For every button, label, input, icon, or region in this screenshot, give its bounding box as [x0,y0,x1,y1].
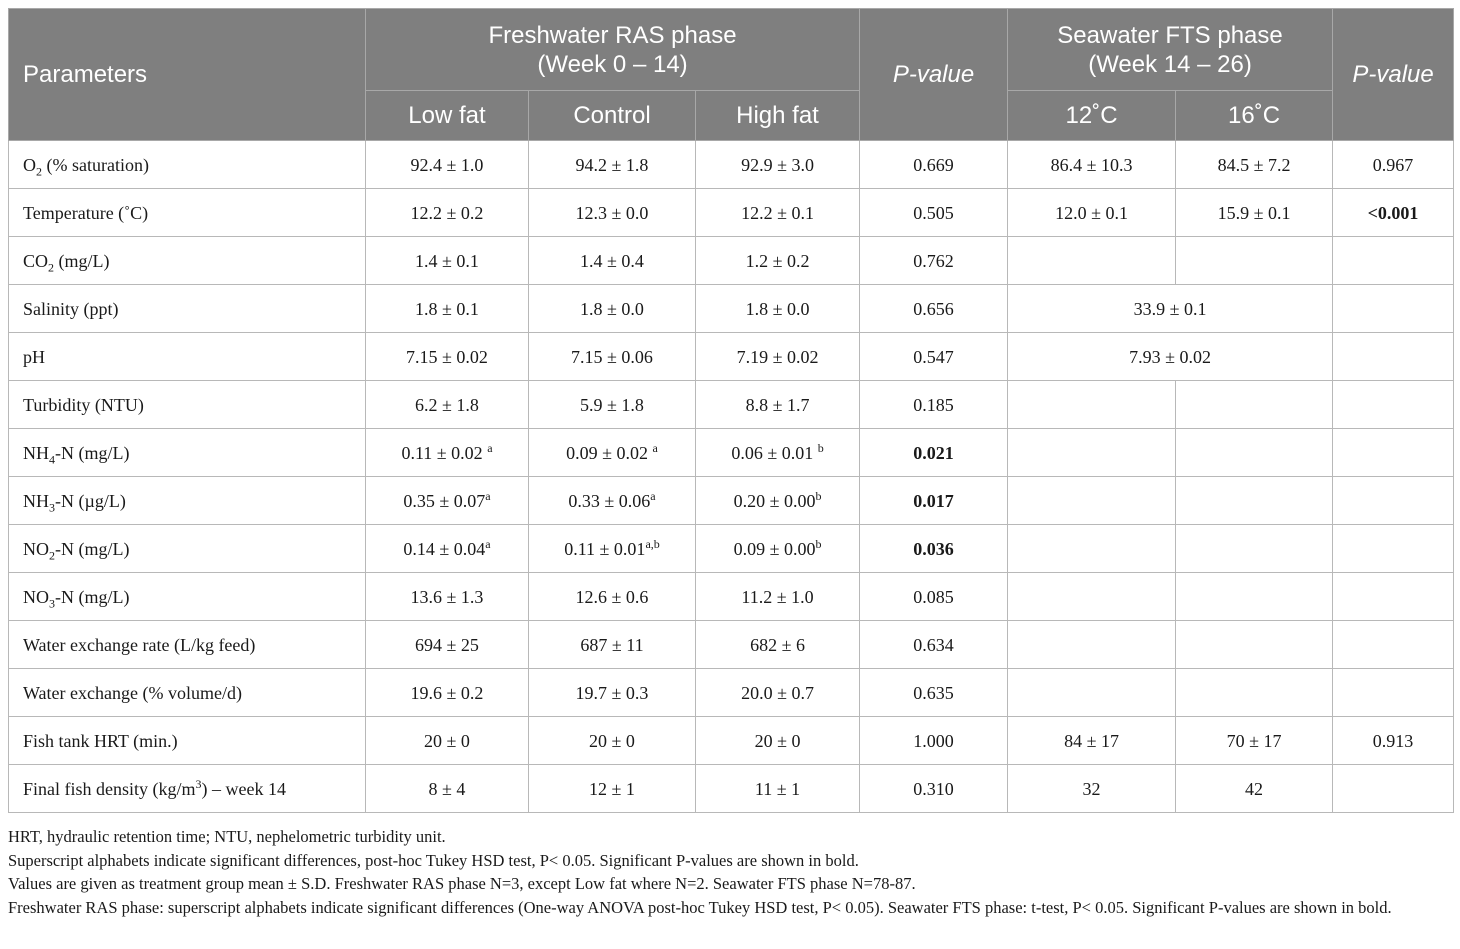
control-cell-superscript: a [650,488,656,503]
high-fat-cell [696,381,860,429]
parameter-label-suffix: -N (mg/L) [55,586,130,607]
p-value-freshwater-cell [860,381,1008,429]
control-cell [529,429,696,477]
control-cell [529,189,696,237]
p-value-freshwater-cell [860,717,1008,765]
low-fat-cell-value: 12.2 ± 0.2 [410,202,484,223]
table-container [8,8,1453,813]
p-value-freshwater-cell [860,765,1008,813]
table-row [9,669,1454,717]
low-fat-cell [366,429,529,477]
seawater-12c-cell [1008,669,1176,717]
parameter-label: CO [23,250,49,271]
high-fat-cell [696,717,860,765]
seawater-12c-cell [1008,621,1176,669]
low-fat-cell-superscript: a [487,440,493,455]
low-fat-cell [366,525,529,573]
control-cell [529,525,696,573]
parameter-cell [9,621,366,669]
control-cell [529,285,696,333]
seawater-12c-cell [1008,429,1176,477]
p-value-freshwater-cell [860,237,1008,285]
parameter-label: Salinity (ppt) [23,298,119,319]
control-cell [529,717,696,765]
parameter-label: Water exchange (% volume/d) [23,682,242,703]
control-cell-value: 0.09 ± 0.02 [566,442,653,463]
header-p-value-seawater: P-value [1333,9,1454,141]
seawater-12c-cell [1008,573,1176,621]
header-seawater-phase [1008,9,1333,91]
control-cell [529,765,696,813]
parameter-label: NH [23,442,49,463]
p-value-freshwater-cell [860,285,1008,333]
high-fat-cell-value: 20.0 ± 0.7 [741,682,814,703]
high-fat-cell-superscript: b [815,488,822,503]
seawater-16c-cell [1176,765,1333,813]
p-value: 0.669 [913,154,954,175]
table-footnotes [8,825,1453,919]
high-fat-cell [696,429,860,477]
p-value-seawater-cell [1333,285,1454,333]
p-value-seawater-cell [1333,189,1454,237]
low-fat-cell [366,573,529,621]
parameter-cell [9,525,366,573]
control-cell-value: 12 ± 1 [589,778,635,799]
parameter-label-suffix: -N (mg/L) [55,442,130,463]
seawater-12c-value: 12.0 ± 0.1 [1055,202,1128,223]
control-cell-value: 12.6 ± 0.6 [575,586,649,607]
header-12c: 12˚C [1008,91,1176,141]
seawater-16c-value: 15.9 ± 0.1 [1217,202,1291,223]
control-cell [529,333,696,381]
seawater-16c-cell [1176,669,1333,717]
p-value: 0.085 [913,586,954,607]
parameter-label: O [23,154,36,175]
p-value-seawater-cell [1333,429,1454,477]
footnote-3: Values are given as treatment group mean ± S.D. Freshwater RAS phase N=3, except Low fat where N=2. Seawater FTS phase N=78-87. [8,874,916,894]
p-value-seawater-cell [1333,237,1454,285]
parameter-cell [9,189,366,237]
parameter-cell [9,141,366,189]
control-cell-value: 687 ± 11 [580,634,644,655]
high-fat-cell-value: 11 ± 1 [754,778,801,799]
p-value-freshwater-cell [860,669,1008,717]
table-row [9,429,1454,477]
control-cell-value: 19.7 ± 0.3 [575,682,649,703]
seawater-12c-value: 84 ± 17 [1064,730,1119,751]
table-row [9,237,1454,285]
header-parameters: Parameters [9,9,366,141]
p-value: 0.505 [913,202,954,223]
table-row [9,525,1454,573]
control-cell-superscript: a [652,440,658,455]
low-fat-cell-value: 1.4 ± 0.1 [415,250,479,271]
low-fat-cell [366,765,529,813]
seawater-16c-cell [1176,141,1333,189]
seawater-16c-cell [1176,237,1333,285]
seawater-12c-cell [1008,525,1176,573]
control-cell-value: 7.15 ± 0.06 [571,346,653,367]
seawater-16c-value: 70 ± 17 [1226,730,1282,751]
p-value-freshwater-cell [860,189,1008,237]
low-fat-cell-superscript: a [485,488,491,503]
p-value: 0.547 [913,346,954,367]
parameter-subscript: 3 [49,596,55,611]
low-fat-cell-value: 7.15 ± 0.02 [406,346,488,367]
control-cell [529,381,696,429]
freshwater-phase-weeks: (Week 0 – 14) [537,50,688,78]
high-fat-cell [696,621,860,669]
low-fat-cell [366,333,529,381]
seawater-16c-value: 84.5 ± 7.2 [1217,154,1291,175]
parameter-label: Temperature (˚C) [23,202,149,223]
high-fat-cell-value: 12.2 ± 0.1 [741,202,814,223]
parameter-cell [9,669,366,717]
p-value: 0.762 [913,250,954,271]
control-cell-value: 0.33 ± 0.06 [568,490,651,511]
p-value: 1.000 [913,730,954,751]
high-fat-cell-value: 0.09 ± 0.00 [733,538,816,559]
table-row [9,717,1454,765]
table-row [9,765,1454,813]
parameter-subscript: 2 [36,164,42,179]
control-cell-value: 1.8 ± 0.0 [580,298,644,319]
high-fat-cell [696,765,860,813]
high-fat-cell [696,285,860,333]
high-fat-cell-superscript: b [817,440,824,455]
low-fat-cell-value: 13.6 ± 1.3 [410,586,484,607]
high-fat-cell [696,573,860,621]
control-cell [529,141,696,189]
table-row [9,477,1454,525]
header-p-value-freshwater: P-value [860,9,1008,141]
seawater-16c-cell [1176,477,1333,525]
parameter-label: pH [23,346,45,367]
p-value-seawater-cell [1333,669,1454,717]
footnote-4: Freshwater RAS phase: superscript alphabets indicate significant differences (One-way ANOVA post-hoc Tukey HSD test, P< 0.05). Seawater FTS phase: t-test, P< 0.05. Significant P-values are shown in bold. [8,897,1392,917]
low-fat-cell-value: 694 ± 25 [415,634,479,655]
parameter-cell [9,237,366,285]
p-value-significant: 0.017 [913,490,954,511]
parameter-cell [9,333,366,381]
parameter-label-suffix: ) – week 14 [201,778,286,799]
p-value: 0.635 [913,682,954,703]
high-fat-cell-value: 0.06 ± 0.01 [731,442,818,463]
high-fat-cell-value: 8.8 ± 1.7 [745,394,810,415]
header-high-fat: High fat [696,91,860,141]
high-fat-cell [696,333,860,381]
high-fat-cell [696,525,860,573]
p-value: 0.310 [913,778,954,799]
low-fat-cell [366,189,529,237]
seawater-phase-title: Seawater FTS phase [1057,21,1283,49]
high-fat-cell [696,237,860,285]
low-fat-cell-value: 6.2 ± 1.8 [415,394,479,415]
parameter-subscript: 3 [49,500,55,515]
parameter-label-suffix: -N (mg/L) [55,538,130,559]
p-value: 0.967 [1372,154,1414,175]
parameter-subscript: 2 [48,260,55,275]
parameter-cell [9,477,366,525]
p-value-freshwater-cell [860,429,1008,477]
control-cell [529,573,696,621]
control-cell [529,237,696,285]
p-value-freshwater-cell [860,333,1008,381]
p-value-seawater-cell [1333,573,1454,621]
table-row [9,189,1454,237]
seawater-16c-cell [1176,717,1333,765]
p-value: 0.656 [913,298,954,319]
seawater-16c-cell [1176,189,1333,237]
header-low-fat: Low fat [366,91,529,141]
p-value-seawater-cell [1333,381,1454,429]
table-row [9,381,1454,429]
parameter-label-suffix: -N (µg/L) [55,490,126,511]
high-fat-cell-value: 682 ± 6 [750,634,805,655]
high-fat-cell-value: 7.19 ± 0.02 [736,346,819,367]
control-cell [529,621,696,669]
parameter-label: NH [23,490,49,511]
p-value-significant: 0.036 [913,538,954,559]
low-fat-cell-value: 0.11 ± 0.02 [401,442,488,463]
parameter-label: NO [23,538,49,559]
p-value-freshwater-cell [860,621,1008,669]
seawater-12c-cell [1008,477,1176,525]
parameter-subscript: 2 [49,548,55,563]
control-cell [529,669,696,717]
parameter-label: Turbidity (NTU) [23,394,144,415]
parameter-superscript: 3 [195,776,202,791]
parameter-label: Fish tank HRT (min.) [23,730,178,751]
high-fat-cell-value: 20 ± 0 [754,730,801,751]
high-fat-cell [696,141,860,189]
seawater-16c-cell [1176,525,1333,573]
high-fat-cell [696,669,860,717]
high-fat-cell-superscript: b [815,536,822,551]
p-value-freshwater-cell [860,477,1008,525]
table-row [9,285,1454,333]
low-fat-cell-value: 0.14 ± 0.04 [403,538,486,559]
p-value: 0.185 [913,394,954,415]
table-body [9,141,1454,813]
seawater-12c-value: 86.4 ± 10.3 [1050,154,1133,175]
low-fat-cell [366,141,529,189]
parameter-cell [9,381,366,429]
high-fat-cell [696,189,860,237]
p-value-significant: 0.001 [1377,202,1419,223]
p-value: 0.634 [913,634,954,655]
low-fat-cell-value: 92.4 ± 1.0 [410,154,484,175]
header-control: Control [529,91,696,141]
header-freshwater-phase [366,9,860,91]
high-fat-cell-value: 92.9 ± 3.0 [741,154,814,175]
p-value: 0.913 [1372,730,1414,751]
control-cell-value: 94.2 ± 1.8 [575,154,649,175]
p-value-freshwater-cell [860,141,1008,189]
seawater-12c-cell [1008,717,1176,765]
low-fat-cell-value: 19.6 ± 0.2 [410,682,484,703]
control-cell [529,477,696,525]
header-row-1 [9,9,1454,91]
seawater-12c-cell [1008,141,1176,189]
low-fat-cell-value: 0.35 ± 0.07 [403,490,486,511]
low-fat-cell [366,477,529,525]
header-16c: 16˚C [1176,91,1333,141]
p-value-seawater-cell [1333,525,1454,573]
p-value-seawater-cell [1333,717,1454,765]
high-fat-cell-value: 1.8 ± 0.0 [745,298,810,319]
p-value-significant: 0.021 [913,442,954,463]
control-cell-value: 20 ± 0 [589,730,635,751]
low-fat-cell [366,669,529,717]
seawater-12c-value: 32 [1082,778,1101,799]
high-fat-cell-value: 11.2 ± 1.0 [741,586,814,607]
water-quality-table [8,8,1454,813]
control-cell-value: 0.11 ± 0.01 [564,538,646,559]
p-value-seawater-cell [1333,477,1454,525]
seawater-12c-cell [1008,381,1176,429]
parameter-label: Water exchange rate (L/kg feed) [23,634,256,655]
seawater-value: 7.93 ± 0.02 [1129,346,1211,367]
footnote-1: HRT, hydraulic retention time; NTU, nephelometric turbidity unit. [8,827,446,846]
seawater-value: 33.9 ± 0.1 [1133,298,1207,319]
p-value-seawater-cell [1333,621,1454,669]
low-fat-cell [366,621,529,669]
parameter-label-suffix: (% saturation) [42,154,149,175]
seawater-merged-cell [1008,333,1333,381]
footnote-2: Superscript alphabets indicate significant differences, post-hoc Tukey HSD test, P< 0.05. Significant P-values are shown in bold. [8,850,859,870]
seawater-phase-weeks: (Week 14 – 26) [1088,50,1252,78]
seawater-12c-cell [1008,237,1176,285]
low-fat-cell-superscript: a [485,536,491,551]
table-row [9,573,1454,621]
p-value-seawater-cell [1333,333,1454,381]
control-cell-value: 1.4 ± 0.4 [580,250,644,271]
freshwater-phase-title: Freshwater RAS phase [488,21,737,49]
low-fat-cell-value: 1.8 ± 0.1 [415,298,479,319]
p-value-freshwater-cell [860,573,1008,621]
seawater-16c-cell [1176,621,1333,669]
low-fat-cell [366,717,529,765]
table-row [9,621,1454,669]
parameter-subscript: 4 [49,452,55,467]
seawater-16c-cell [1176,429,1333,477]
seawater-12c-cell [1008,189,1176,237]
seawater-16c-cell [1176,381,1333,429]
low-fat-cell-value: 20 ± 0 [424,730,470,751]
low-fat-cell [366,381,529,429]
high-fat-cell-value: 0.20 ± 0.00 [733,490,816,511]
p-value-freshwater-cell [860,525,1008,573]
parameter-label: Final fish density (kg/m [23,778,196,799]
p-value-seawater-cell [1333,765,1454,813]
table-row [9,141,1454,189]
high-fat-cell [696,477,860,525]
parameter-cell [9,573,366,621]
high-fat-cell-value: 1.2 ± 0.2 [745,250,810,271]
seawater-merged-cell [1008,285,1333,333]
table-row [9,333,1454,381]
p-value-seawater-cell [1333,141,1454,189]
control-cell-superscript: a,b [645,536,660,551]
seawater-12c-cell [1008,765,1176,813]
parameter-cell [9,765,366,813]
seawater-16c-cell [1176,573,1333,621]
low-fat-cell [366,237,529,285]
low-fat-cell-value: 8 ± 4 [428,778,466,799]
parameter-cell [9,429,366,477]
parameter-cell [9,717,366,765]
control-cell-value: 5.9 ± 1.8 [580,394,644,415]
low-fat-cell [366,285,529,333]
p-value-prefix: < [1367,202,1378,223]
parameter-label: NO [23,586,49,607]
parameter-cell [9,285,366,333]
control-cell-value: 12.3 ± 0.0 [575,202,649,223]
parameter-label-suffix: (mg/L) [54,250,110,271]
seawater-16c-value: 42 [1245,778,1264,799]
